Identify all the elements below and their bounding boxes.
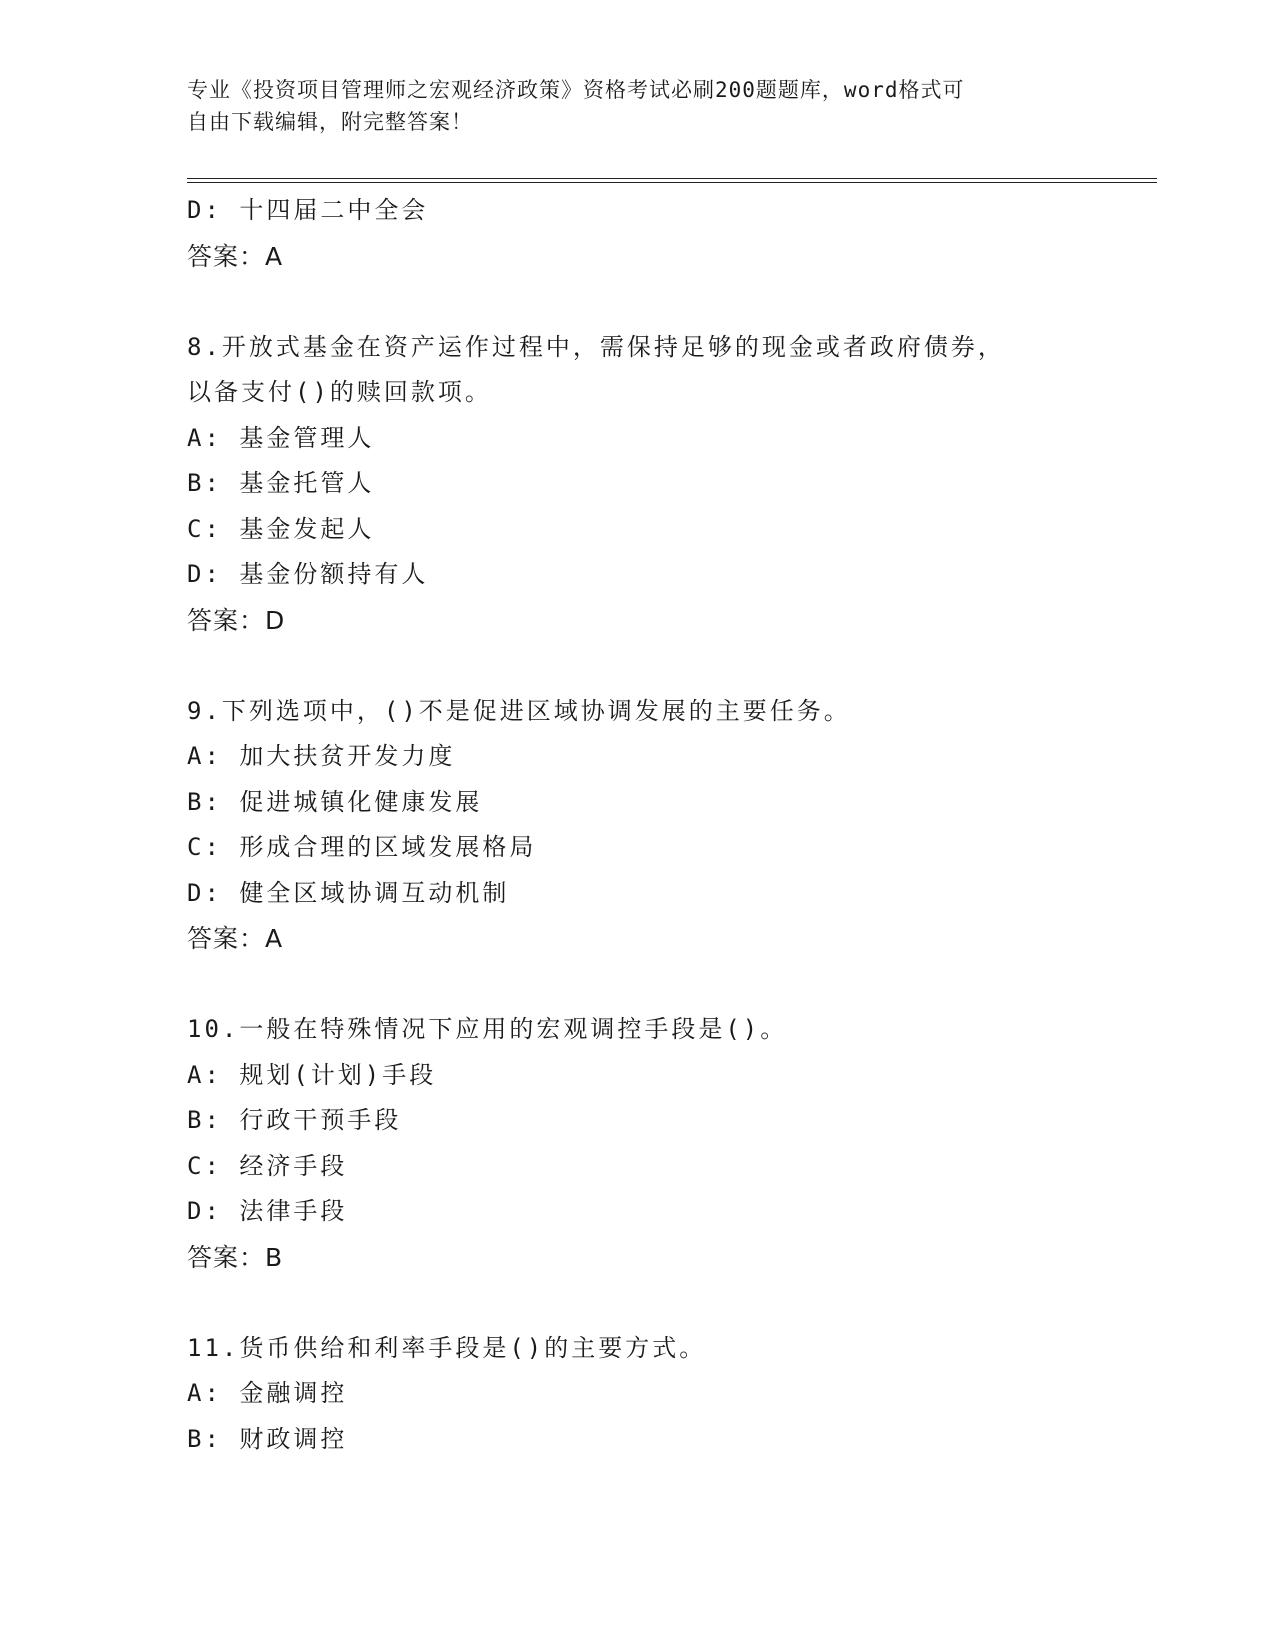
question-stem: 8.开放式基金在资产运作过程中，需保持足够的现金或者政府债券， bbox=[187, 332, 1005, 361]
question-stem: 以备支付()的赎回款项。 bbox=[187, 378, 492, 406]
document-header bbox=[187, 74, 1067, 138]
question-8 bbox=[187, 325, 1087, 644]
answer: 答案：A bbox=[187, 924, 284, 953]
question-10 bbox=[187, 1007, 1087, 1280]
option-a: A: 加大扶贫开发力度 bbox=[187, 742, 456, 770]
spacer bbox=[187, 643, 1087, 689]
option-c: C: 经济手段 bbox=[187, 1151, 348, 1180]
option-b: B: 财政调控 bbox=[187, 1424, 348, 1453]
option-b: B: 促进城镇化健康发展 bbox=[187, 787, 483, 816]
option-b: B: 行政干预手段 bbox=[187, 1106, 402, 1134]
option-a: A: 规划(计划)手段 bbox=[187, 1060, 437, 1089]
question-list bbox=[187, 188, 1087, 1462]
option-a: A: 基金管理人 bbox=[187, 423, 375, 452]
prev-option-d: D: 十四届二中全会 bbox=[187, 196, 429, 224]
option-d: D: 基金份额持有人 bbox=[187, 560, 429, 588]
option-a: A: 金融调控 bbox=[187, 1379, 348, 1407]
spacer bbox=[187, 962, 1087, 1008]
spacer bbox=[187, 1280, 1087, 1326]
question-stem: 10.一般在特殊情况下应用的宏观调控手段是()。 bbox=[187, 1015, 788, 1043]
option-b: B: 基金托管人 bbox=[187, 469, 375, 497]
question-11 bbox=[187, 1326, 1087, 1463]
answer: 答案：B bbox=[187, 1242, 284, 1272]
option-d: D: 健全区域协调互动机制 bbox=[187, 878, 510, 907]
header-divider-bottom bbox=[187, 182, 1157, 183]
spacer bbox=[187, 279, 1087, 325]
question-stem: 9.下列选项中，()不是促进区域协调发展的主要任务。 bbox=[187, 696, 851, 725]
header-line-1: 专业《投资项目管理师之宏观经济政策》资格考试必刷200题题库，word格式可 bbox=[187, 78, 965, 102]
header-divider-top bbox=[187, 178, 1157, 179]
option-d: D: 法律手段 bbox=[187, 1197, 348, 1225]
prev-answer: 答案：A bbox=[187, 241, 284, 271]
option-c: C: 基金发起人 bbox=[187, 514, 375, 543]
option-c: C: 形成合理的区域发展格局 bbox=[187, 833, 537, 861]
answer: 答案：D bbox=[187, 605, 286, 635]
question-stem: 11.货币供给和利率手段是()的主要方式。 bbox=[187, 1333, 707, 1362]
question-9 bbox=[187, 689, 1087, 962]
header-line-2: 自由下载编辑，附完整答案！ bbox=[187, 110, 473, 134]
